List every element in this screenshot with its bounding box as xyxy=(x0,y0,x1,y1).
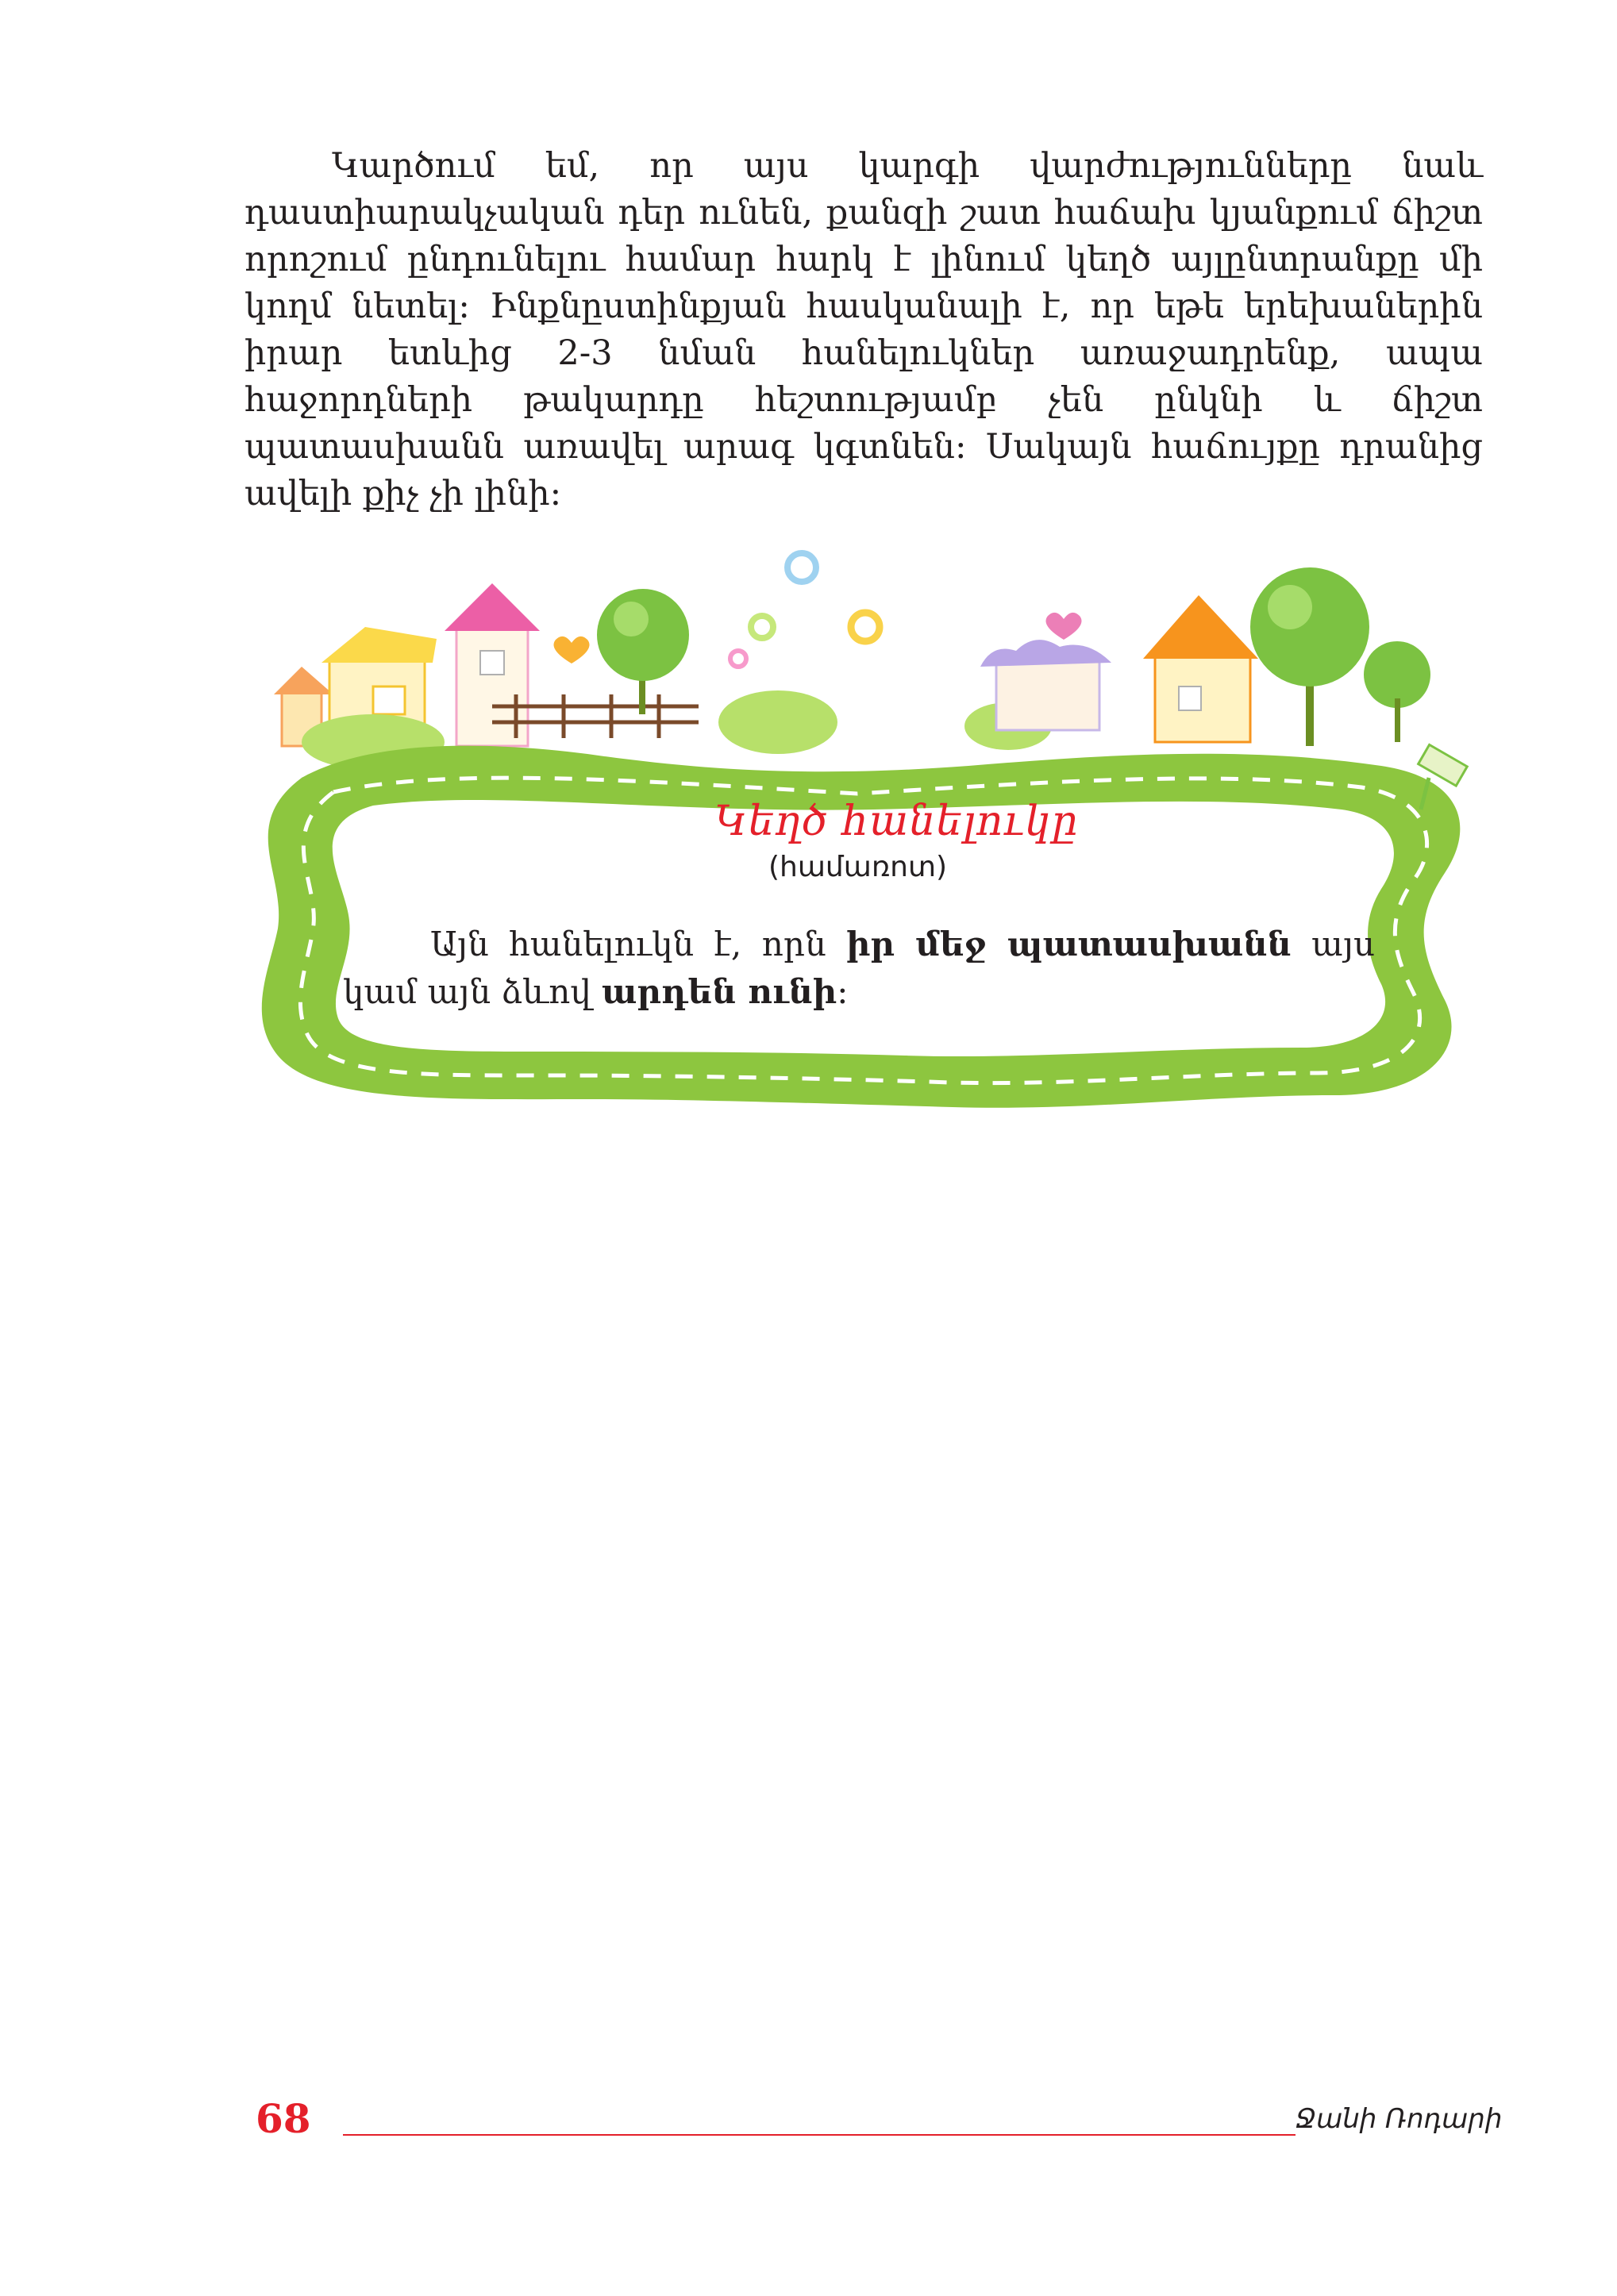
box-definition: Այն հանելուկն է, որն իր մեջ պատասխանն այս կամ այն ձևով արդեն ունի։ xyxy=(343,925,1375,1011)
houses-illustration xyxy=(274,553,1430,770)
box-definition-bold-2: արդեն ունի xyxy=(602,972,837,1011)
page-number: 68 xyxy=(256,2095,311,2142)
footer-divider xyxy=(343,2134,1296,2136)
box-title: Կեղծ հանելուկը xyxy=(714,798,1079,845)
footer-author: Ջանի Ռոդարի xyxy=(1296,2103,1503,2135)
box-subtitle: (համառոտ) xyxy=(768,851,948,883)
body-paragraph: Կարծում եմ, որ այս կարգի վարժությունները նաև դաստիարակչական դեր ունեն, քանզի շատ հաճախ կյանքում ճիշտ որոշում ընդունելու համար հարկ է լինում կեղծ այլընտրանքը մի կողմ նետել։ Ինքնըստինքյան հասկանալի է, որ եթե երեխաներին իրար ետևից 2-3 նման հանելուկներ առաջադրենք, ապա հաջորդների թակարդը հեշտությամբ չեն ընկնի և ճիշտ պատասխանն առավել արագ կգտնեն։ Սակայն հաճույքը դրանից ավելի քիչ չի լինի։ xyxy=(244,146,1483,513)
box-definition-bold-1: իր մեջ պատասխանն xyxy=(846,925,1292,963)
